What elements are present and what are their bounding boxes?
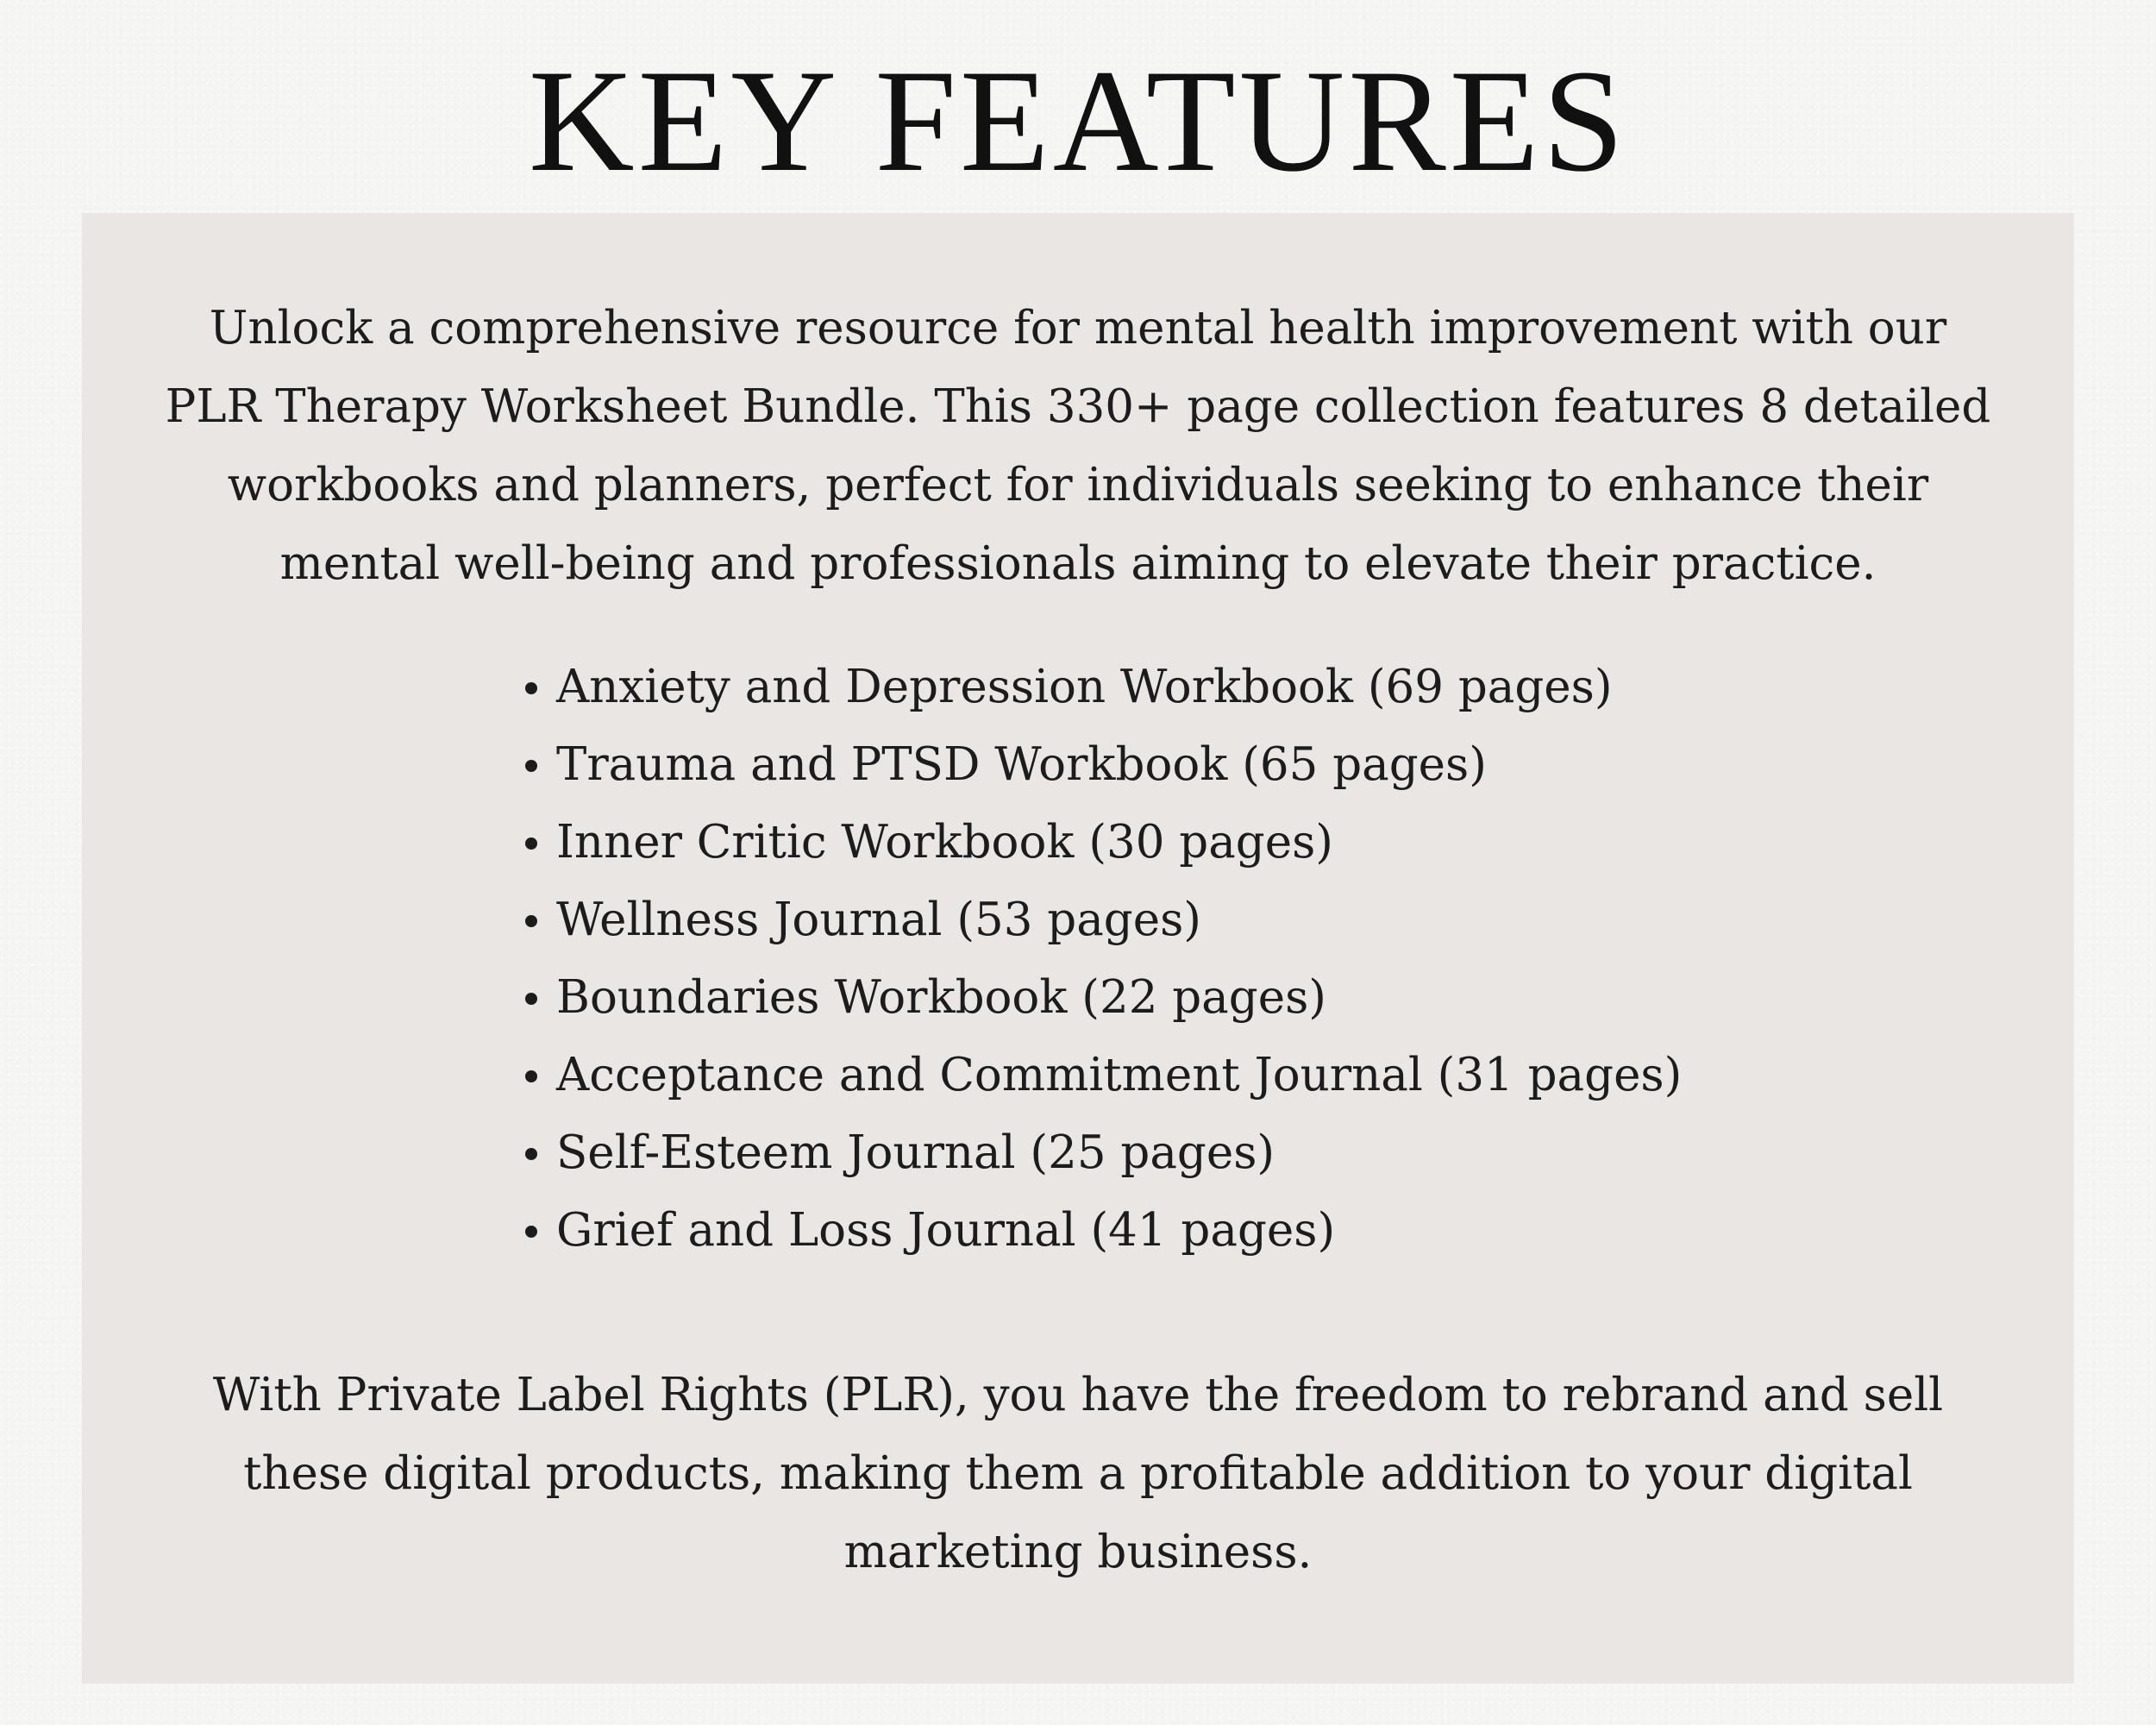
feature-item xyxy=(513,959,1682,1037)
feature-item-label: Boundaries Workbook (22 pages) xyxy=(556,971,1326,1024)
bullet-icon xyxy=(525,1070,537,1082)
feature-item xyxy=(513,1114,1682,1192)
bullet-icon xyxy=(525,993,537,1005)
feature-item xyxy=(513,1192,1682,1270)
content-panel xyxy=(82,213,2074,1684)
feature-item xyxy=(513,649,1682,726)
feature-item xyxy=(513,726,1682,804)
feature-item xyxy=(513,1037,1682,1114)
feature-item-label: Wellness Journal (53 pages) xyxy=(556,894,1201,946)
feature-item-label: Grief and Loss Journal (41 pages) xyxy=(556,1204,1336,1257)
bullet-icon xyxy=(525,837,537,850)
bullet-icon xyxy=(525,915,537,927)
bullet-icon xyxy=(525,760,537,772)
intro-paragraph: Unlock a comprehensive resource for mental health improvement with our PLR Therapy Worksheet Bundle. This 330+ page collection features 8 detailed workbooks and planners, perfect for individuals seeking to enhance their mental well-being and professionals aiming to elevate their practice. xyxy=(165,302,1991,590)
bullet-icon xyxy=(525,1226,537,1238)
feature-list xyxy=(513,649,1682,1270)
feature-item-label: Anxiety and Depression Workbook (69 pages) xyxy=(556,661,1613,713)
feature-item-label: Trauma and PTSD Workbook (65 pages) xyxy=(556,738,1487,791)
bullet-icon xyxy=(525,682,537,694)
feature-item-label: Acceptance and Commitment Journal (31 pages) xyxy=(556,1049,1683,1101)
bullet-icon xyxy=(525,1148,537,1160)
feature-item xyxy=(513,881,1682,959)
page-title: KEY FEATURES xyxy=(528,40,1628,202)
feature-item-label: Inner Critic Workbook (30 pages) xyxy=(556,816,1333,869)
closing-paragraph: With Private Label Rights (PLR), you have the freedom to rebrand and sell these digital products, making them a profitable addition to your digital marketing business. xyxy=(212,1369,1944,1578)
feature-item-label: Self-Esteem Journal (25 pages) xyxy=(556,1126,1275,1179)
feature-item xyxy=(513,804,1682,881)
